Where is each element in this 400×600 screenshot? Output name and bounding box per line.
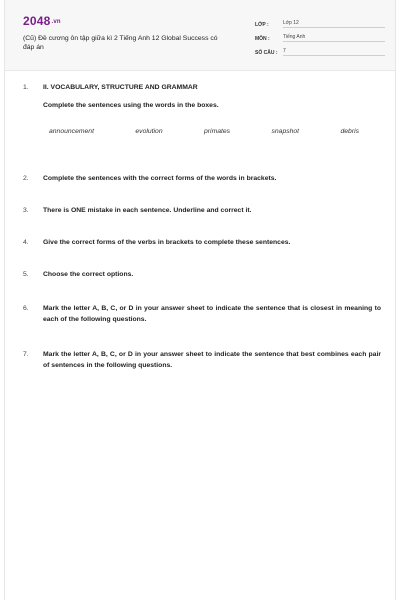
document-title: (Cũ) Đề cương ôn tập giữa kì 2 Tiếng Anh 12 Global Success có đáp án — [23, 35, 218, 51]
question-number: 3. — [23, 207, 29, 214]
question-text: Choose the correct options. — [43, 271, 134, 278]
question-number: 2. — [23, 175, 29, 182]
meta-count-row — [255, 42, 385, 56]
question-text: Mark the letter A, B, C, or D in your answer sheet to indicate the sentence that is closest in meaning to each of the following questions. — [43, 305, 381, 323]
meta-class-row — [255, 14, 385, 28]
logo-suffix: .vn — [51, 18, 61, 25]
word-box — [49, 128, 359, 135]
word-item: snapshot — [271, 128, 300, 135]
word-item: evolution — [135, 128, 163, 135]
meta-count-label: SỐ CÂU : — [255, 50, 278, 56]
word-item: debris — [340, 128, 359, 135]
meta-count-value: 7 — [283, 48, 385, 56]
question-text: Give the correct forms of the verbs in brackets to complete these sentences. — [43, 239, 291, 246]
question-text: Mark the letter A, B, C, or D in your answer sheet to indicate the sentence that best combines each pair of sentences in the following questions. — [43, 351, 381, 369]
meta-info — [255, 14, 385, 56]
question-heading: II. VOCABULARY, STRUCTURE AND GRAMMAR — [43, 84, 198, 91]
site-logo[interactable] — [23, 14, 61, 28]
question-1-instruction: Complete the sentences using the words in the boxes. — [43, 102, 219, 109]
meta-class-value: Lớp 12 — [283, 20, 385, 28]
question-number: 4. — [23, 239, 29, 246]
meta-subject-value: Tiếng Anh — [283, 34, 385, 42]
question-number: 6. — [23, 305, 29, 312]
meta-subject-label: MÔN : — [255, 36, 270, 42]
question-number: 1. — [23, 84, 29, 91]
question-text: There is ONE mistake in each sentence. Underline and correct it. — [43, 207, 252, 214]
question-number: 5. — [23, 271, 29, 278]
document-header — [5, 0, 395, 71]
question-number: 7. — [23, 351, 29, 358]
word-item: primates — [204, 128, 231, 135]
question-text: Complete the sentences with the correct forms of the words in brackets. — [43, 175, 277, 182]
meta-subject-row — [255, 28, 385, 42]
logo-main: 2048 — [23, 14, 51, 28]
word-item: announcement — [49, 128, 94, 135]
meta-class-label: LỚP : — [255, 22, 269, 28]
document-page — [4, 0, 396, 600]
